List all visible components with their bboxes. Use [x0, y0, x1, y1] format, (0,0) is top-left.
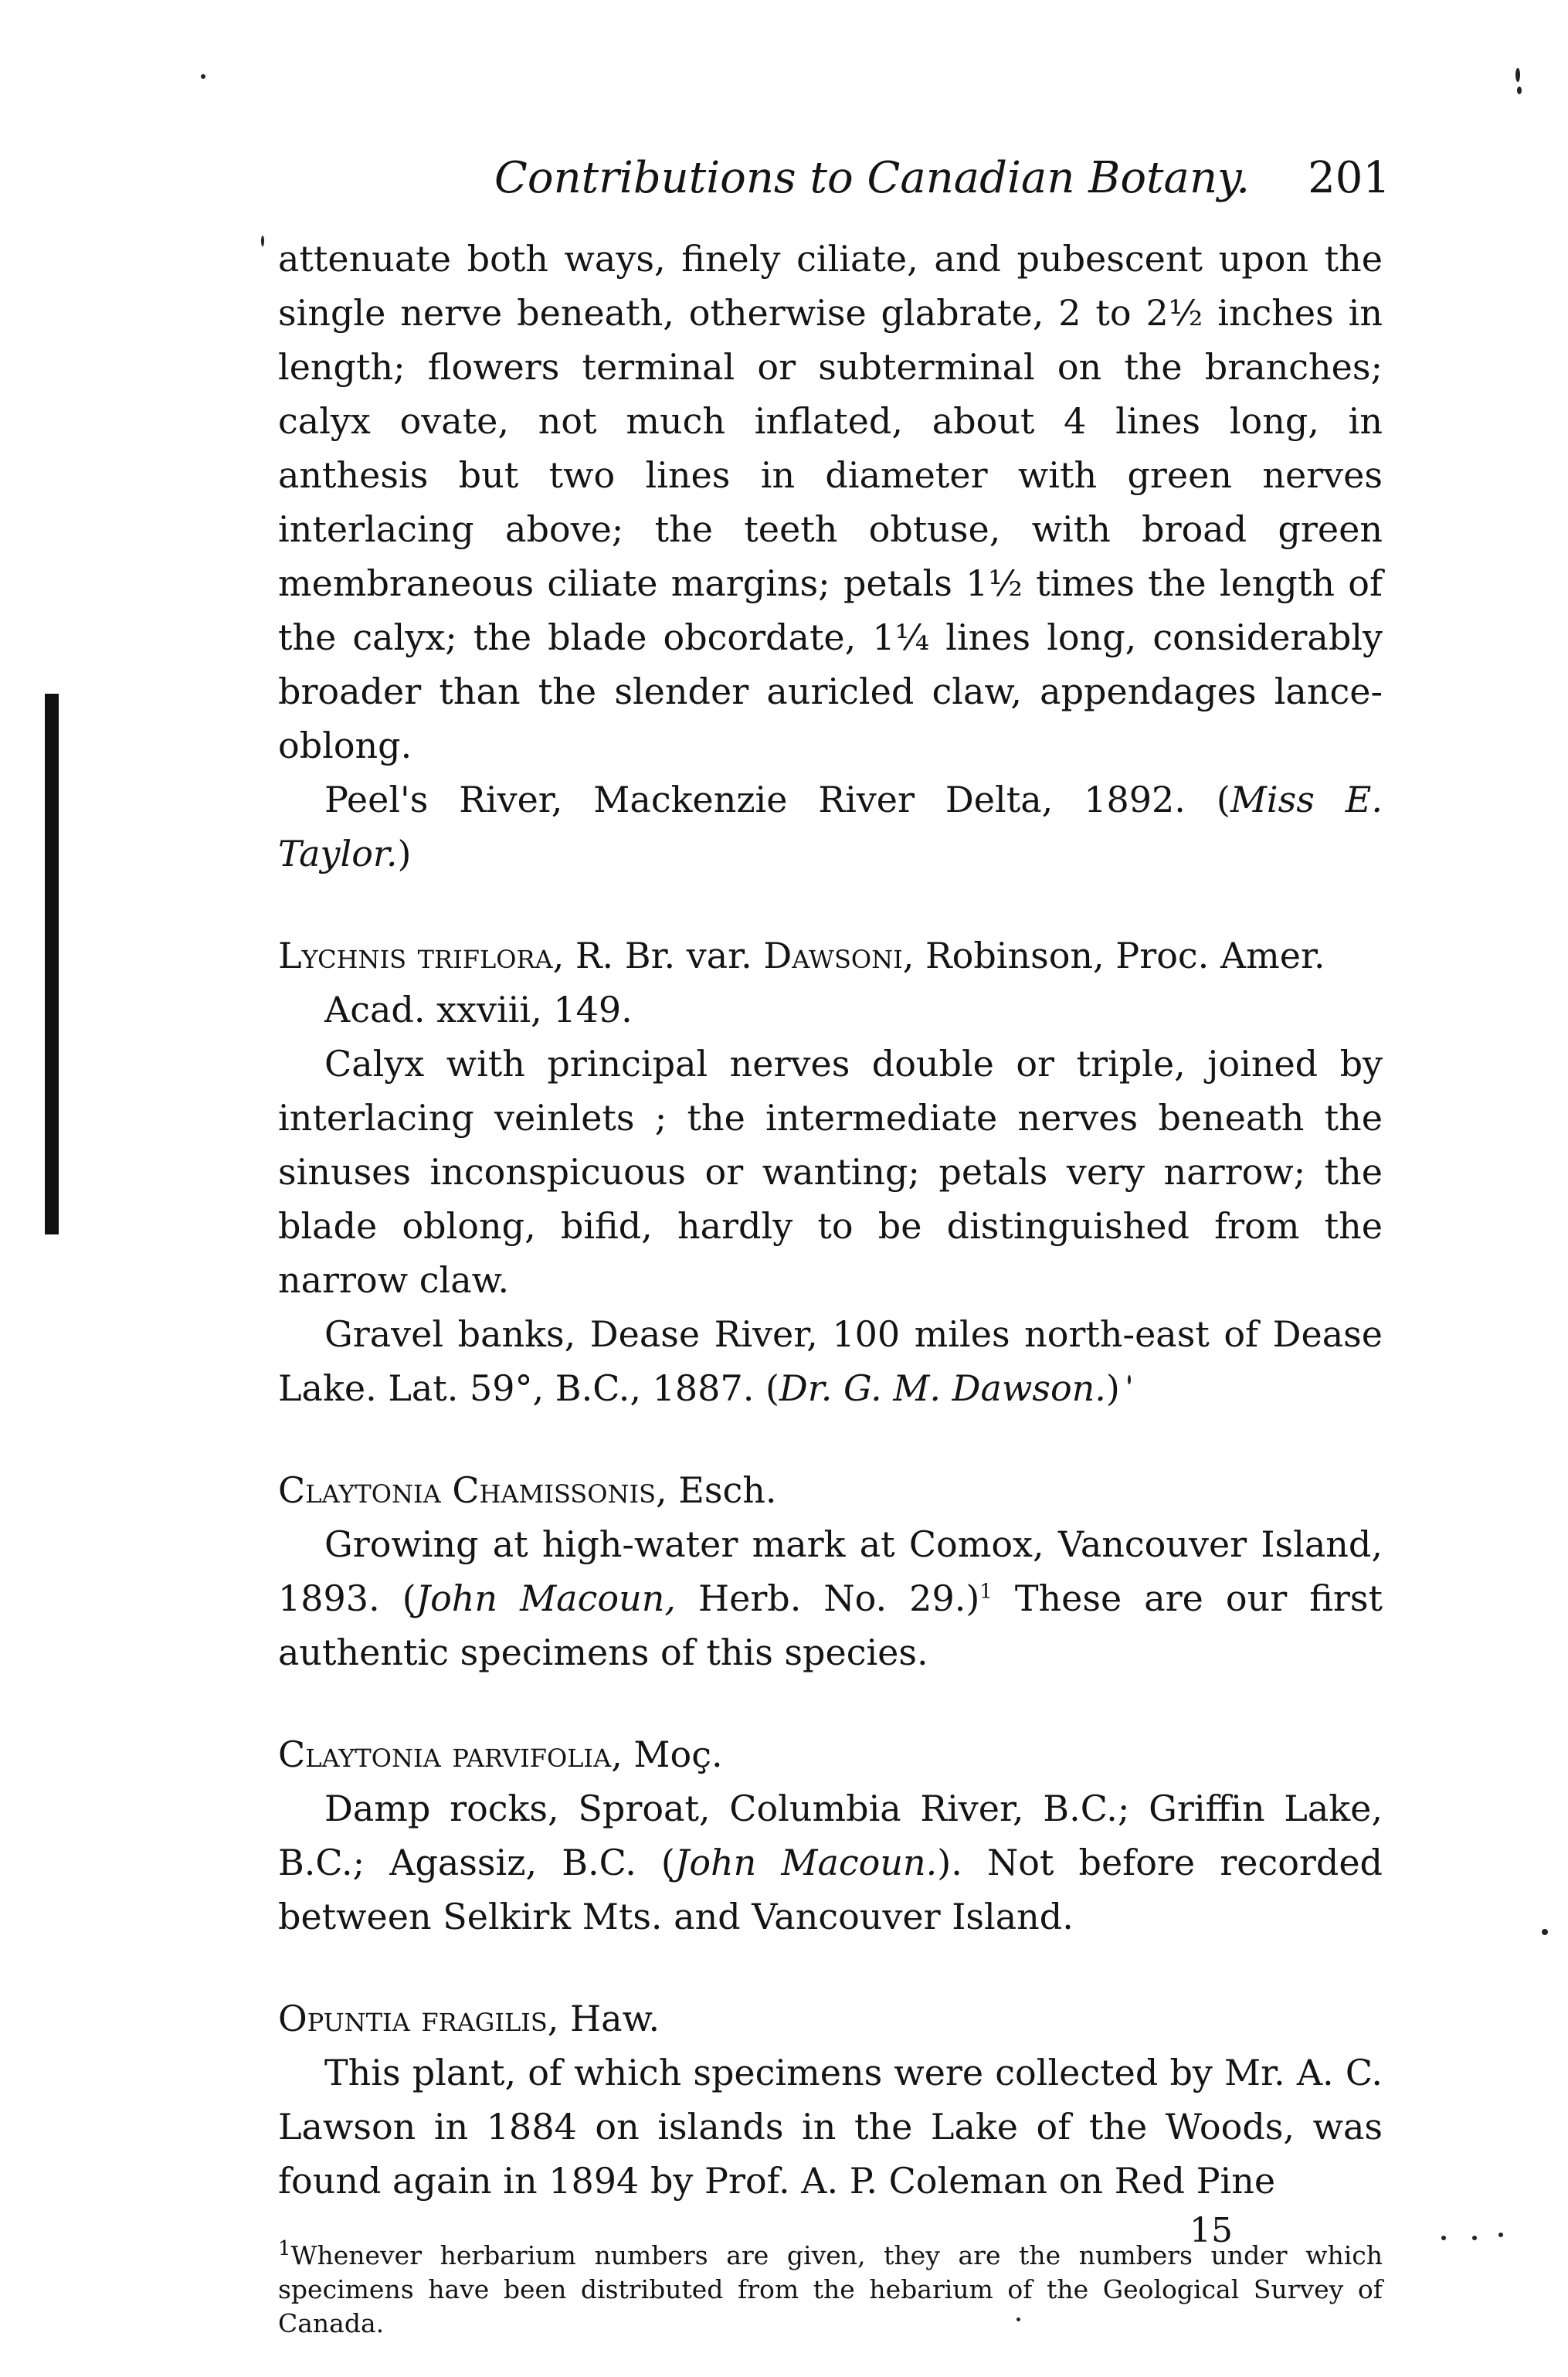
footnote-marker: 1 — [979, 1580, 993, 1604]
species-name: Opuntia fragilis — [278, 1998, 548, 2039]
footnote — [278, 2239, 1383, 2341]
collector-name: Miss E. Taylor. — [278, 779, 1383, 874]
paragraph-locality-dease-river: Gravel banks, Dease River, 100 miles north-east of Dease Lake. Lat. 59°, B.C., 1887. (Dr. G. M. Dawson.) — [278, 1313, 1383, 1409]
species-heading-opuntia: Opuntia fragilis, Haw. — [278, 1998, 660, 2039]
collector-name: John Macoun. — [674, 1842, 938, 1883]
paragraph-locality-comox: Growing at high-water mark at Comox, Vancouver Island, 1893. (John Macoun, Herb. No. 29.)$^1$ These are our first authentic specimens of this species. — [278, 1523, 1383, 1673]
signature-mark: 15 — [1190, 2211, 1233, 2250]
scan-speck — [1515, 68, 1520, 82]
species-heading-claytonia-chamissonis: Claytonia Chamissonis, Esch. — [278, 1469, 777, 1511]
paragraph-locality-sproat: Damp rocks, Sproat, Columbia River, B.C.; Griffin Lake, B.C.; Agassiz, B.C. (John Macoun.). Not before recorded between Selkirk Mts. and Vancouver Island. — [278, 1788, 1383, 1937]
footnote-number: 1 — [278, 2237, 291, 2260]
variety-name: Dawsoni — [763, 935, 903, 976]
scan-speck — [1441, 2236, 1446, 2240]
scan-speck — [1542, 1929, 1548, 1935]
paragraph-locality-peel-river: Peel's River, Mackenzie River Delta, 1892. (Miss E. Taylor.) — [278, 779, 1383, 874]
margin-scan-bar — [45, 694, 59, 1234]
species-heading-lychnis: Lychnis triflora, R. Br. var. Dawsoni, Robinson, Proc. Amer. Acad. xxviii, 149. — [278, 935, 1325, 1031]
page-number: 201 — [1308, 153, 1390, 203]
footnote-text: Whenever herbarium numbers are given, they are the numbers under which specimens have been distributed from the hebarium of the Geological Survey of Canada. — [278, 2240, 1383, 2338]
body-text — [278, 232, 1383, 2341]
scan-speck — [1517, 87, 1522, 94]
species-heading-claytonia-parvifolia: Claytonia parvifolia, Moç. — [278, 1734, 723, 1775]
species-name: Lychnis triflora — [278, 935, 553, 976]
species-name: Claytonia Chamissonis — [278, 1469, 657, 1511]
species-name: Claytonia parvifolia — [278, 1734, 612, 1775]
paragraph-description-continued: attenuate both ways, finely ciliate, and pubescent upon the single nerve beneath, otherwise glabrate, 2 to 2½ inches in length; flowers terminal or subterminal on the branches; calyx ovate, not much inflated, about 4 lines long, in anthesis but two lines in diameter with green nerves interlacing above; the teeth obtuse, with broad green membraneous ciliate margins; petals 1½ times the length of the calyx; the blade obcordate, 1¼ lines long, considerably broader than the slender auricled claw, appendages lance-oblong. — [278, 238, 1383, 766]
scan-speck — [201, 74, 205, 79]
scan-speck — [1498, 2233, 1503, 2237]
running-header — [494, 153, 1390, 215]
paragraph-opuntia-description: This plant, of which specimens were collected by Mr. A. C. Lawson in 1884 on islands in the Lake of the Woods, was found again in 1894 by Prof. A. P. Coleman on Red Pine — [278, 2052, 1383, 2202]
collector-name: John Macoun, — [416, 1577, 676, 1619]
running-title: Contributions to Canadian Botany. — [494, 153, 1251, 203]
scan-speck — [261, 236, 264, 246]
collector-name: Dr. G. M. Dawson. — [779, 1367, 1106, 1409]
scan-speck — [1472, 2236, 1477, 2240]
paragraph-lychnis-description: Calyx with principal nerves double or triple, joined by interlacing veinlets ; the intermediate nerves beneath the sinuses inconspicuous or wanting; petals very narrow; the blade oblong, bifid, hardly to be distinguished from the narrow claw. — [278, 1043, 1383, 1301]
